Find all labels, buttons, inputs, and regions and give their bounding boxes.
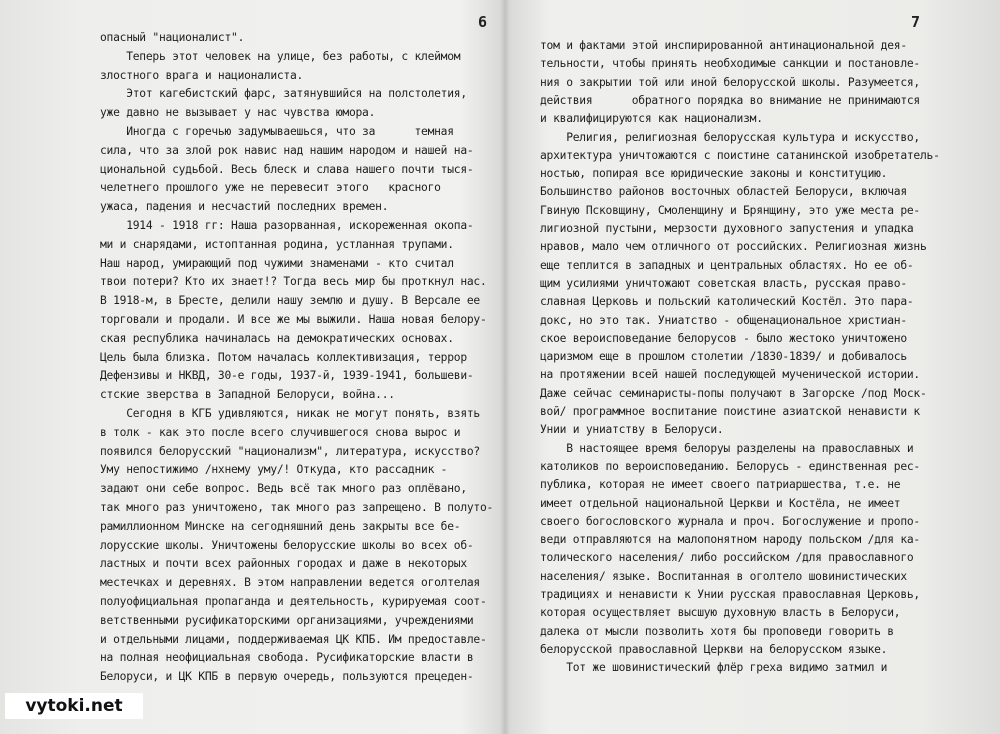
text-line: появился белорусский "национализм", литература, искусство? [100, 444, 480, 458]
text-line: В 1918-м, в Бресте, делили нашу землю и душу. В Версале ее [100, 294, 480, 308]
text-line: опасный "националист". [100, 31, 245, 44]
text-line: Тот же шовинистический флёр греха видимо затмил и [540, 661, 888, 675]
text-line: Иногда с горечью задумываешься, что за темная [100, 125, 454, 138]
text-line: имеет отдельной национальной Церкви и Костёла, не имеет [540, 496, 901, 510]
text-line: Цель была близка. Потом началась коллективизация, террор [100, 350, 467, 364]
text-line: Теперь этот человек на улице, без работы, с клеймом [100, 49, 461, 63]
text-line: том и фактами этой инспирированной антинациональной дея- [540, 39, 907, 52]
text-line: рамиллионном Минске на сегодняшний день закрыты все бе- [100, 519, 461, 533]
text-line: так много раз уничтожено, так много раз запрещено. В полуто- [100, 501, 494, 514]
right-page [505, 0, 1000, 734]
text-line: торговали и продали. И все же мы выжили. Наша новая белору- [100, 313, 487, 326]
text-line: ния о закрытии той или иной белорусской школы. Разумеется, [540, 75, 920, 89]
text-line: в толк - как это после всего случившегося снова вырос и [100, 425, 461, 439]
text-line: щим усилиями уничтожают советская власть, русская право- [540, 276, 907, 290]
text-line: Белоруси, и ЦК КПБ в первую очередь, пользуются прецеден- [100, 670, 474, 684]
right-page-number: 7 [911, 13, 921, 31]
text-line: задают они себе вопрос. Ведь всё так много раз оплёвано, [100, 482, 467, 496]
text-line: действия обратного порядка во внимание не принимаются [540, 93, 920, 107]
text-line: Гвиную Псковщину, Смоленщину и Брянщину, это уже места ре- [540, 203, 920, 217]
text-line: ская республика начиналась на демократических основах. [100, 331, 454, 345]
text-line: ластных и почти всех районных городах и даже в некоторых [100, 557, 467, 571]
text-line: католиков по вероисповеданию. Белорусь - единственная рес- [540, 459, 920, 473]
text-line: на протяжении всей нашей последующей мученической истории. [540, 368, 920, 382]
text-line: Даже сейчас семинаристы-попы получают в Загорске /под Моск- [540, 386, 927, 400]
text-line: еще теплится в западных и центральных областях. Но ее об- [540, 258, 914, 272]
text-line: сила, что за злой рок навис над нашим народом и нашей на- [100, 143, 474, 157]
text-line: ужаса, падения и несчастий последних времен. [100, 200, 389, 214]
text-line: населения/ языке. Воспитанная в оголтело шовинистических [540, 569, 907, 583]
watermark-logo: vytoki.net [5, 693, 143, 719]
text-line: лорусские школы. Уничтожены белорусские школы во всех об- [100, 538, 474, 552]
text-line: циональной судьбой. Весь блеск и слава нашего почти тыся- [100, 162, 474, 176]
text-line: ностью, попирая все юридические законы и конституцию. [540, 167, 888, 181]
text-line: твои потери? Кто их знает!? Тогда весь мир бы проткнул нас. [100, 275, 487, 289]
text-line: своего богословского журнала и проч. Богослужение и пропо- [540, 514, 920, 528]
text-line: ское вероисповедание белорусов - было жестоко уничтожено [540, 331, 907, 345]
text-line: вой/ программное воспитание поистине азиатской ненависти к [540, 405, 920, 418]
text-line: Большинство районов восточных областей Белоруси, включая [540, 185, 907, 199]
text-line: ветственными русификаторскими организациями, учреждениями [100, 613, 474, 627]
text-line: ми и снарядами, истоптанная родина, устланная трупами. [100, 237, 454, 251]
text-line: публика, которая не имеет своего патриаршества, т.е. не [540, 478, 901, 492]
left-page-number: 6 [478, 13, 488, 31]
text-line: Наш народ, умирающий под чужими знаменами - кто считал [100, 256, 454, 270]
text-line: которая осуществляет высшую духовную власть в Белоруси, [540, 606, 901, 620]
text-line: лигиозной пустыни, мерзости духовного запустения и упадка [540, 222, 914, 235]
text-line: архитектура уничтожаются с поистине сатанинской изобретатель- [540, 148, 940, 162]
text-line: В настоящее время белоруы разделены на православных и [540, 441, 914, 455]
text-line: Унии и униатству в Белоруси. [540, 423, 724, 437]
text-line: Сегодня в КГБ удивляются, никак не могут понять, взять [100, 407, 480, 420]
text-line: Уму непостижимо /нхнему уму/! Откуда, кто рассадник - [100, 463, 448, 477]
text-line: 1914 - 1918 гг: Наша разорванная, искореженная окопа- [100, 219, 474, 232]
text-line: белорусской православной Церкви на белорусском языке. [540, 642, 888, 656]
text-line: и квалифицируются как национализм. [540, 112, 763, 126]
text-line: нравов, мало чем отличного от российских. Религиозная жизнь [540, 240, 927, 254]
text-line: и отдельными лицами, поддерживаемая ЦК КПБ. Им предоставле- [100, 632, 487, 646]
text-line: царизмом еще в прошлом столетии /1830-1839/ и добивалось [540, 350, 907, 364]
text-line: славная Церковь и польский католический Костёл. Это пара- [540, 295, 914, 309]
text-line: стские зверства в Западной Белоруси, война... [100, 388, 395, 402]
text-line: местечках и деревнях. В этом направлении ведется оголтелая [100, 576, 480, 590]
text-line: докс, но это так. Униатство - общенациональное христиан- [540, 313, 907, 327]
text-line: злостного врага и националиста. [100, 68, 304, 82]
text-line: полуофициальная пропаганда и деятельность, курируемая соот- [100, 595, 487, 608]
text-line: Религия, религиозная белорусская культура и искусство, [540, 130, 920, 144]
text-line: Дефензивы и НКВД, 30-е годы, 1937-й, 1939-1941, большеви- [100, 369, 474, 383]
text-line: челетнего прошлого уже не перевесит этого красного [100, 181, 441, 195]
text-line: на полная неофициальная свобода. Русификаторские власти в [100, 651, 474, 665]
text-line: толического населения/ либо российском /для православного [540, 551, 914, 565]
text-line: тельности, чтобы принять необходимые санкции и постановле- [540, 57, 920, 71]
text-line: уже давно не вызывает у нас чувства юмора. [100, 106, 376, 120]
text-line: традициях и ненависти к Унии русская православная Церковь, [540, 588, 920, 601]
text-line: веди отправляются на малопонятном народу польском /для ка- [540, 533, 920, 547]
text-line: далека от мысли позволить хотя бы проповеди говорить в [540, 624, 894, 638]
text-line: Этот кагебистский фарс, затянувшийся на полстолетия, [100, 87, 467, 101]
